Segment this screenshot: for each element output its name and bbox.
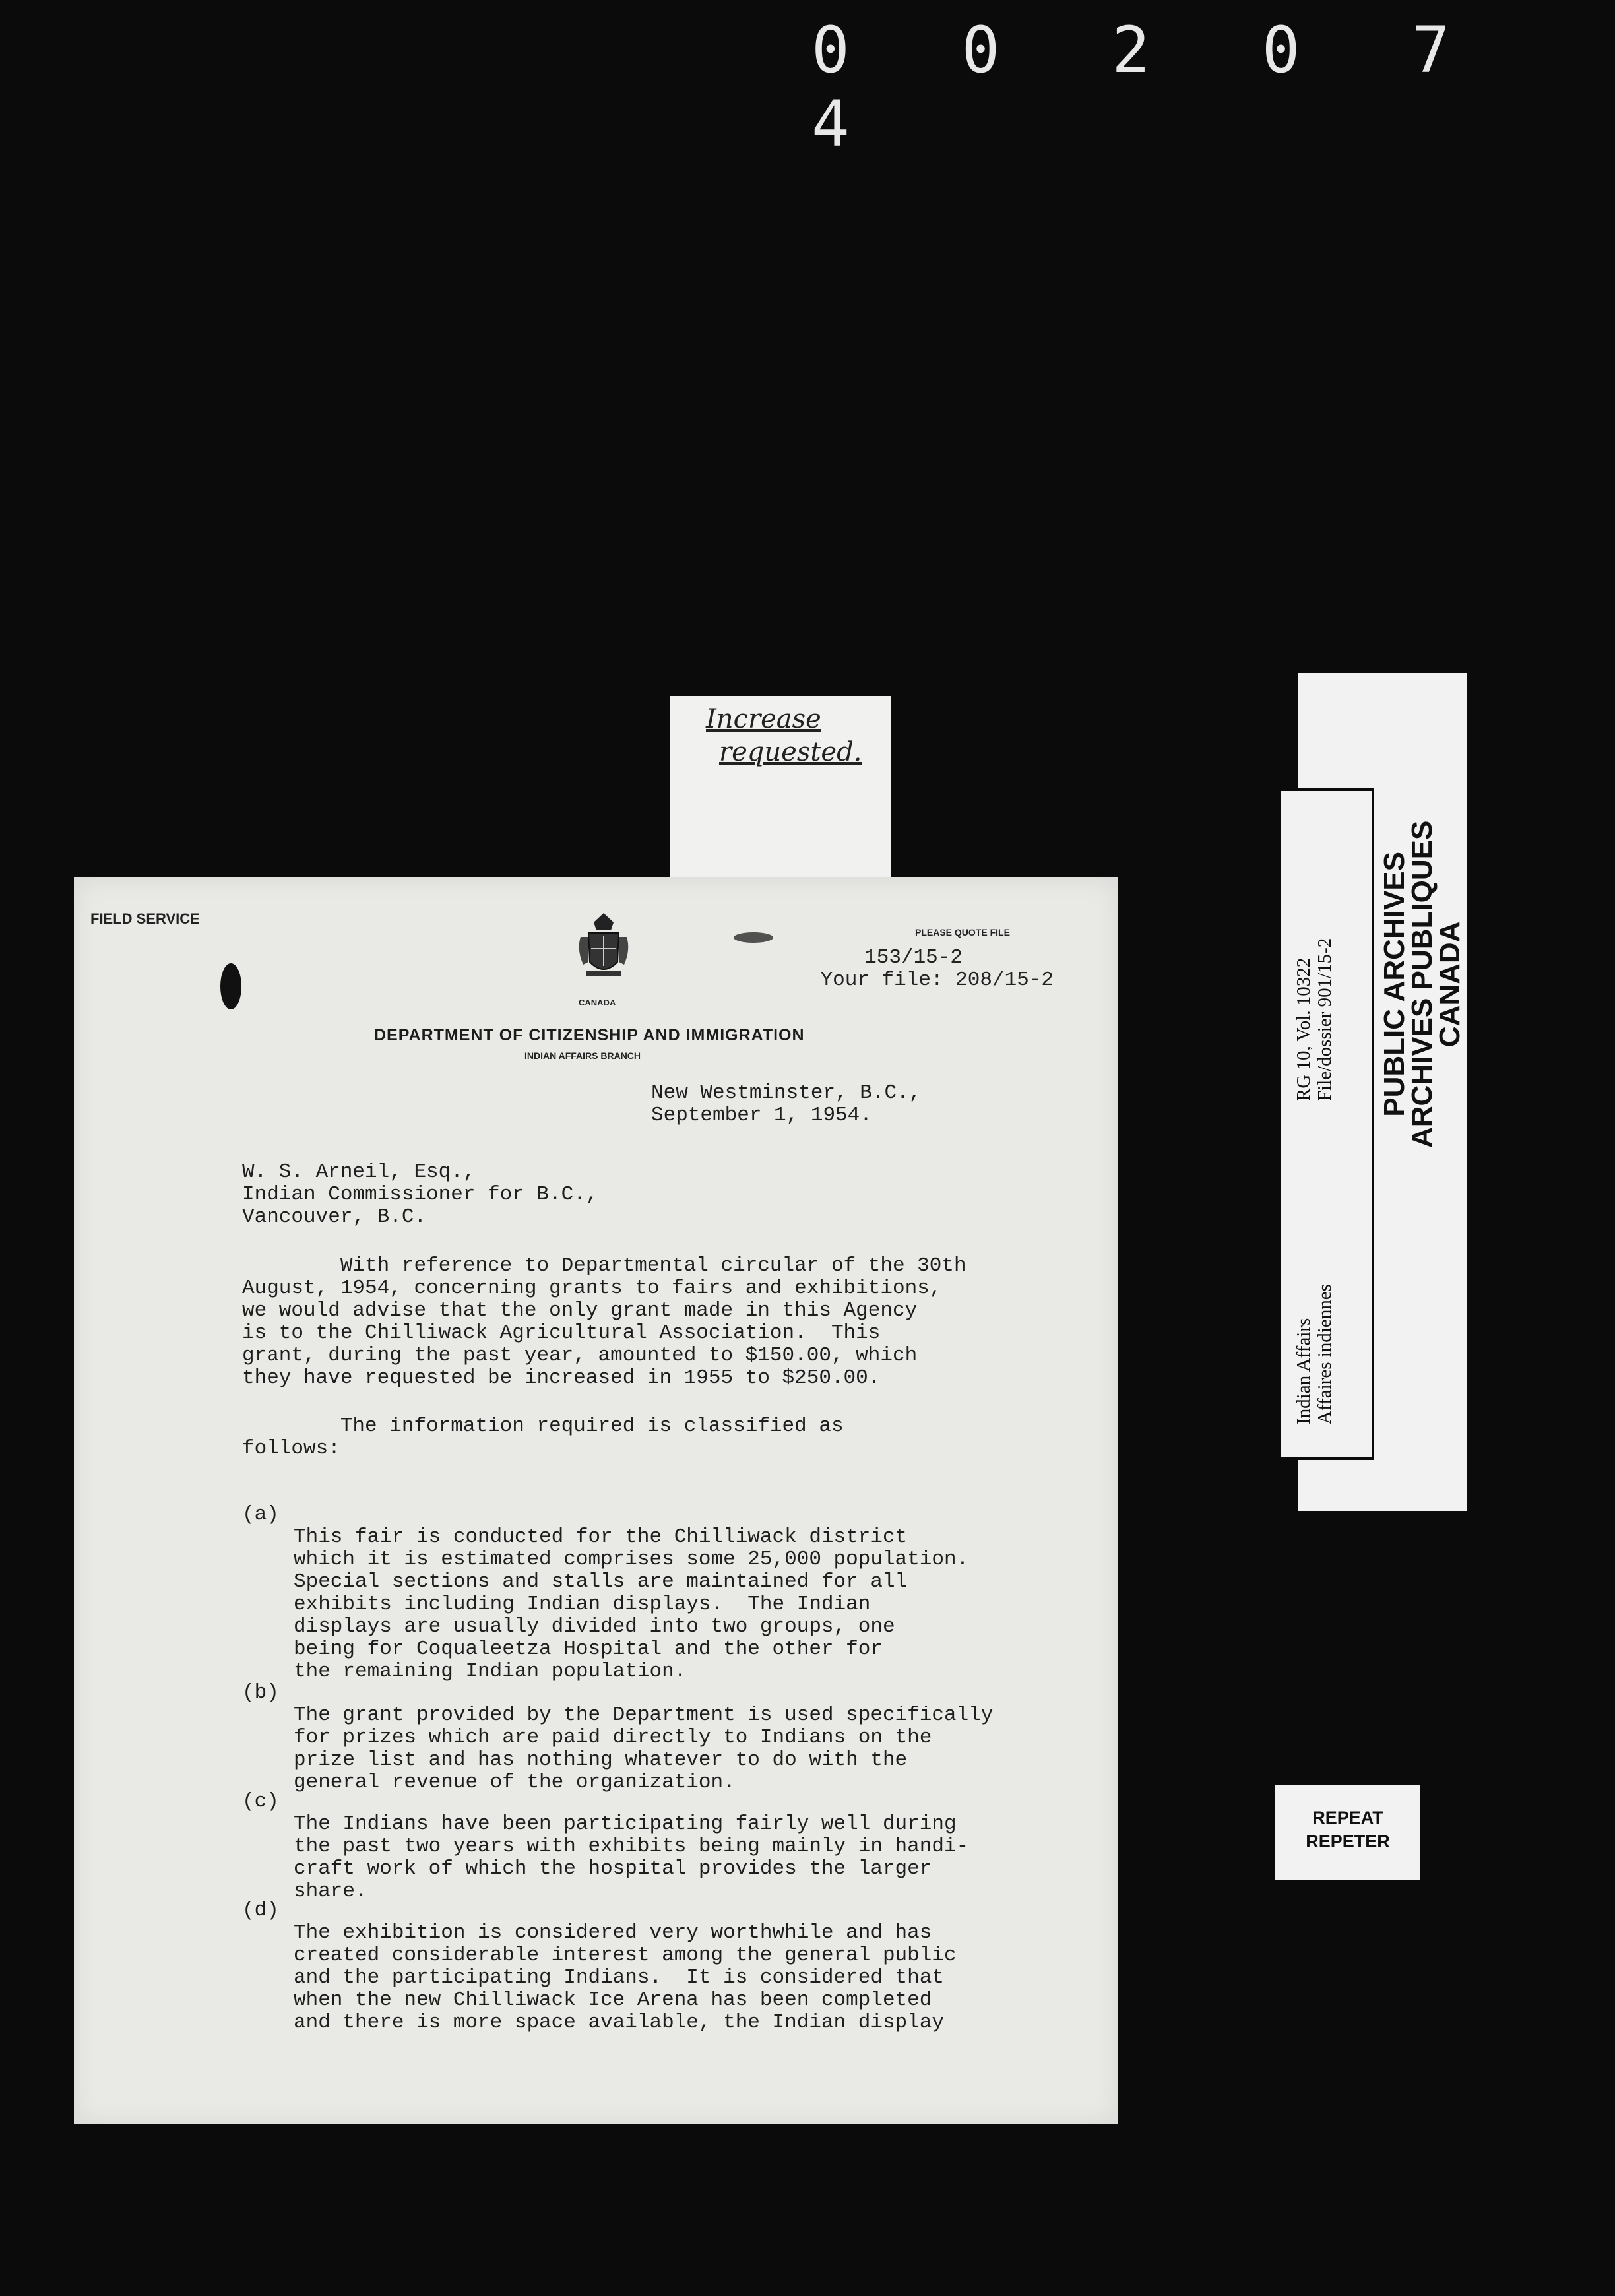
branch-title: INDIAN AFFAIRS BRANCH bbox=[524, 1050, 641, 1061]
archive-tab bbox=[1279, 788, 1374, 1460]
canada-crest-icon bbox=[574, 910, 633, 983]
item-label: (c) bbox=[242, 1790, 279, 1813]
file-number: 153/15-2 bbox=[864, 946, 963, 969]
archive-public: PUBLIC ARCHIVES bbox=[1378, 851, 1410, 1117]
punch-hole bbox=[220, 963, 241, 1009]
archive-publiques: ARCHIVES PUBLIQUES bbox=[1406, 820, 1438, 1148]
list-item bbox=[242, 1659, 994, 1794]
archive-rg bbox=[1293, 938, 1335, 1101]
list-item bbox=[242, 1768, 969, 1903]
field-service-label: FIELD SERVICE bbox=[90, 910, 200, 927]
item-text: The grant provided by the Department is used specifically for prizes which are paid directly to Indians on the prize list and has nothing whatever to do with the general revenue of the organization. bbox=[294, 1704, 994, 1794]
archive-title bbox=[1378, 820, 1466, 1148]
archive-agency bbox=[1293, 1284, 1335, 1424]
note-line-1: Increase bbox=[706, 704, 821, 734]
item-label: (b) bbox=[242, 1681, 279, 1704]
archive-rg-line: RG 10, Vol. 10322 bbox=[1293, 957, 1314, 1101]
repeat-en: REPEAT bbox=[1312, 1808, 1383, 1828]
frame-number: 0 0 2 0 7 4 bbox=[811, 13, 1488, 161]
ink-smudge bbox=[734, 932, 773, 943]
please-quote-label: PLEASE QUOTE FILE bbox=[915, 927, 1010, 938]
archive-canada: CANADA bbox=[1434, 921, 1466, 1048]
recipient-line: W. S. Arneil, Esq., bbox=[242, 1161, 476, 1184]
your-file: Your file: 208/15-2 bbox=[820, 969, 1054, 992]
item-text: This fair is conducted for the Chilliwack district which it is estimated comprises some 25,000 population. Special sections and stalls are maintained for all exhibits including Indian displays. The Indian displays are usually divided into two groups, one being for Coqualeetza Hospital and the other for the remaining Indian population. bbox=[294, 1525, 969, 1683]
letter-page bbox=[74, 877, 1118, 2124]
crest-label: CANADA bbox=[579, 998, 616, 1007]
note-line-2: requested. bbox=[719, 737, 862, 767]
recipient-line: Indian Commissioner for B.C., bbox=[242, 1183, 598, 1206]
dateline bbox=[651, 1082, 921, 1127]
archive-affaires-indiennes: Affaires indiennes bbox=[1314, 1284, 1335, 1424]
department-title: DEPARTMENT OF CITIZENSHIP AND IMMIGRATION bbox=[374, 1026, 805, 1044]
item-label: (d) bbox=[242, 1899, 279, 1922]
dateline-date: September 1, 1954. bbox=[651, 1104, 872, 1127]
recipient-line: Vancouver, B.C. bbox=[242, 1205, 427, 1228]
list-item bbox=[242, 1481, 969, 1683]
body-paragraph-2: The information required is classified as follows: bbox=[242, 1415, 844, 1460]
recipient-address bbox=[242, 1161, 598, 1228]
item-label: (a) bbox=[242, 1503, 279, 1526]
handwritten-note bbox=[670, 696, 891, 894]
dateline-place: New Westminster, B.C., bbox=[651, 1081, 922, 1104]
body-paragraph-1: With reference to Departmental circular of the 30th August, 1954, concerning grants to fairs and exhibitions, we would advise that the only grant made in this Agency is to the Chilliwack Agricultural Association. This grant, during the past year, amounted to $150.00, which they have requested be increased in 1955 to $250.00. bbox=[242, 1254, 966, 1389]
item-text: The exhibition is considered very worthwhile and has created considerable interest among the general public and the participating Indians. It is considered that when the new Chilliwack Ice Arena has been completed and there is more space available, the Indian display bbox=[294, 1921, 957, 2034]
list-item bbox=[242, 1877, 957, 2034]
repeat-label bbox=[1275, 1785, 1420, 1880]
archive-indian-affairs: Indian Affairs bbox=[1293, 1318, 1314, 1424]
item-text: The Indians have been participating fairly well during the past two years with exhibits being mainly in handi- craft work of which the hospital provides the larger share. bbox=[294, 1812, 969, 1903]
file-references bbox=[786, 947, 1054, 992]
archive-file-line: File/dossier 901/15-2 bbox=[1314, 938, 1335, 1101]
repeat-fr: REPETER bbox=[1306, 1832, 1390, 1851]
